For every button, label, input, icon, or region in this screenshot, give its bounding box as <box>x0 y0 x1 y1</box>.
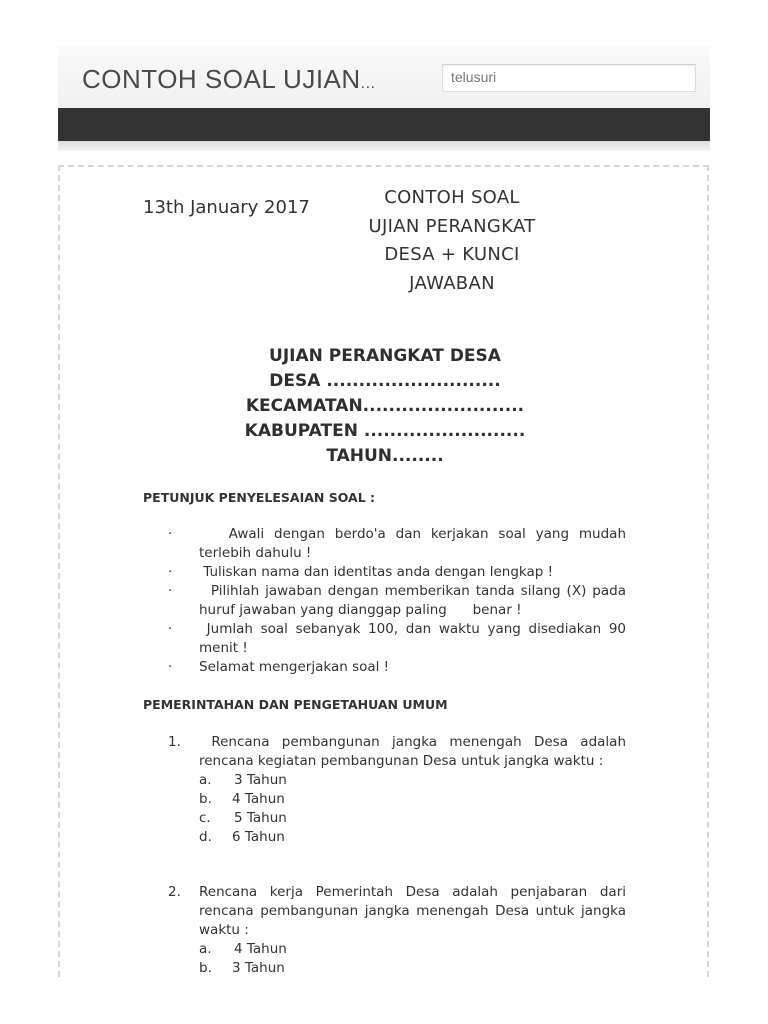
post-title-line: DESA + KUNCI <box>384 244 520 265</box>
option-letter: c. <box>199 810 211 826</box>
option-b <box>199 790 626 809</box>
option-text: 4 Tahun <box>234 941 287 957</box>
option-b <box>199 959 626 978</box>
option-a <box>199 940 626 959</box>
option-text: 3 Tahun <box>232 960 285 976</box>
exam-header-line: DESA ........................... <box>269 371 501 391</box>
question-text <box>168 883 626 940</box>
list-item <box>168 525 631 563</box>
exam-header-line: UJIAN PERANGKAT DESA <box>269 346 501 366</box>
bullet-icon: · <box>168 583 173 599</box>
post-title-line: CONTOH SOAL <box>384 187 520 208</box>
site-title-text: CONTOH SOAL UJIAN <box>82 64 361 94</box>
nav-bar <box>58 108 710 141</box>
option-letter: a. <box>199 941 212 957</box>
blog-header <box>58 46 710 108</box>
option-text: 4 Tahun <box>232 791 285 807</box>
question-2 <box>168 883 626 978</box>
question-number: 1. <box>168 734 181 750</box>
search-input[interactable] <box>442 64 696 92</box>
option-text: 5 Tahun <box>234 810 287 826</box>
bullet-icon: · <box>168 621 173 637</box>
post-title-line: JAWABAN <box>409 272 495 294</box>
option-d <box>199 828 626 847</box>
option-a <box>199 771 626 790</box>
site-title[interactable] <box>82 64 376 95</box>
title-ellipsis: ... <box>360 75 376 92</box>
exam-header-line: KABUPATEN ......................... <box>244 421 526 441</box>
nav-shadow <box>58 141 710 151</box>
instruction-text: Pilihlah jawaban dengan memberikan tanda silang (X) pada huruf jawaban yang dianggap paling benar ! <box>199 583 631 618</box>
bullet-icon: · <box>168 526 173 542</box>
option-letter: a. <box>199 772 212 788</box>
option-c <box>199 809 626 828</box>
instruction-text: Jumlah soal sebanyak 100, dan waktu yang disediakan 90 menit ! <box>199 621 631 656</box>
post-title-line: UJIAN PERANGKAT <box>368 215 536 237</box>
instruction-text: Selamat mengerjakan soal ! <box>199 659 390 675</box>
exam-header-line: TAHUN........ <box>326 446 444 466</box>
bullet-icon: · <box>168 659 173 675</box>
question-number: 2. <box>168 884 181 900</box>
list-item <box>168 582 631 620</box>
options <box>168 940 626 978</box>
question-body: Rencana pembangunan jangka menengah Desa adalah rencana kegiatan pembangunan Desa untuk jangka waktu : <box>199 734 631 769</box>
question-body: Rencana kerja Pemerintah Desa adalah penjabaran dari rencana pembangunan jangka menengah Desa untuk jangka waktu : <box>199 884 626 938</box>
bullet-icon: · <box>168 564 173 580</box>
option-letter: b. <box>199 960 212 976</box>
post-title[interactable] <box>352 184 552 298</box>
instructions-list <box>168 525 631 677</box>
section-title: PEMERINTAHAN DAN PENGETAHUAN UMUM <box>143 697 448 712</box>
option-letter: d. <box>199 829 212 845</box>
list-item <box>168 658 626 677</box>
option-text: 6 Tahun <box>232 829 285 845</box>
post-date: 13th January 2017 <box>143 197 310 218</box>
options <box>168 771 626 847</box>
option-text: 3 Tahun <box>234 772 287 788</box>
exam-header <box>200 344 570 469</box>
option-letter: b. <box>199 791 212 807</box>
list-item <box>168 563 626 582</box>
instruction-text: Tuliskan nama dan identitas anda dengan lengkap ! <box>199 564 554 580</box>
instruction-text: Awali dengan berdo'a dan kerjakan soal yang mudah terlebih dahulu ! <box>199 526 631 561</box>
instructions-title: PETUNJUK PENYELESAIAN SOAL : <box>143 490 376 505</box>
search-placeholder: telusuri <box>451 69 497 85</box>
question-text <box>168 733 631 771</box>
question-1 <box>168 733 631 847</box>
exam-header-line: KECAMATAN......................... <box>245 396 525 416</box>
list-item <box>168 620 631 658</box>
